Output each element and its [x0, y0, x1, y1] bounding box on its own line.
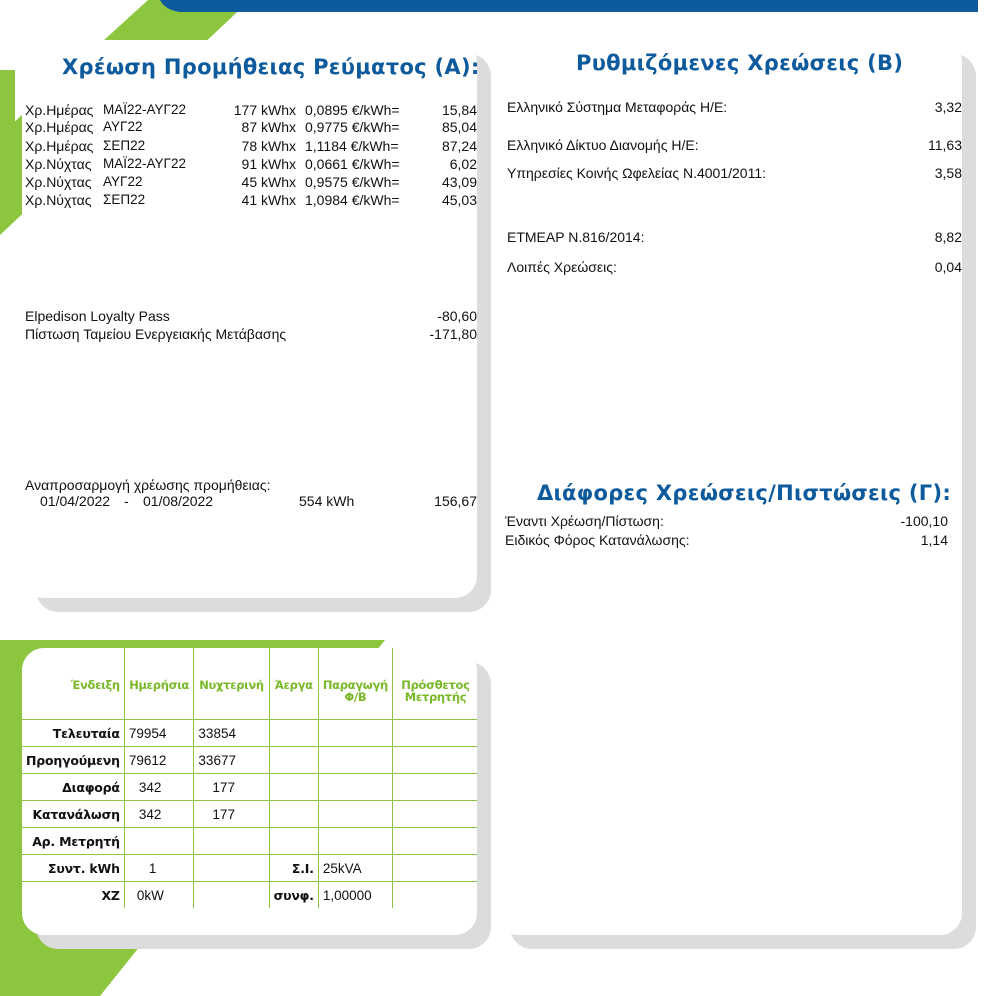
empty-cell	[318, 801, 392, 828]
header-pv: Παραγωγή Φ/Β	[318, 648, 392, 720]
charge-amount: 87,24	[441, 138, 477, 154]
c-row-label: Ειδικός Φόρος Κατανάλωσης:	[505, 532, 690, 548]
charge-label: Χρ.Νύχτας	[25, 156, 92, 172]
regulated-charge-label: Υπηρεσίες Κοινής Ωφελείας Ν.4001/2011:	[507, 165, 766, 181]
meter-row	[22, 747, 477, 774]
header-reading: Ένδειξη	[22, 648, 124, 720]
regulated-charge-label: ΕΤΜΕΑΡ Ν.816/2014:	[507, 229, 645, 245]
meter-day-value	[124, 828, 194, 855]
meter-row-label: Αρ. Μετρητή	[22, 828, 124, 855]
adjustment-from: 01/04/2022	[40, 493, 111, 509]
regulated-charge-amount: 0,04	[934, 259, 962, 275]
si-value: 25kVA	[318, 855, 392, 882]
empty-cell	[392, 801, 477, 828]
charge-label: Χρ.Νύχτας	[25, 174, 92, 190]
si-label: Σ.Ι.	[269, 855, 318, 882]
meter-row	[22, 855, 477, 882]
charge-amount: 45,03	[441, 192, 477, 208]
charge-amount: 6,02	[449, 156, 477, 172]
meter-row	[22, 774, 477, 801]
coeff-value: 1	[124, 855, 194, 882]
empty-cell	[194, 855, 269, 882]
meter-day-value: 342	[124, 774, 194, 801]
charge-kwh: 78 kWhx	[241, 138, 296, 154]
empty-cell	[318, 720, 392, 747]
meter-row-label: Προηγούμενη	[22, 747, 124, 774]
empty-cell	[194, 882, 269, 909]
charge-rate: 1,1184 €/kWh=	[305, 138, 399, 154]
meter-day-value: 79612	[124, 747, 194, 774]
cosphi-value: 1,00000	[318, 882, 392, 909]
charge-rate: 0,0661 €/kWh=	[305, 156, 400, 172]
regulated-charge-amount: 3,32	[934, 99, 962, 115]
charge-rate: 1,0984 €/kWh=	[305, 192, 400, 208]
empty-cell	[392, 774, 477, 801]
section-a-title: Χρέωση Προμήθειας Ρεύματος (Α):	[62, 55, 480, 79]
charge-amount: 85,04	[441, 119, 477, 135]
header-reactive: Άεργα	[269, 648, 318, 720]
charge-kwh: 45 kWhx	[241, 174, 296, 190]
adjustment-kwh: 554 kWh	[299, 493, 355, 509]
charge-period: ΣΕΠ22	[103, 192, 146, 207]
charge-rate: 0,9575 €/kWh=	[305, 174, 400, 190]
empty-cell	[392, 747, 477, 774]
loyalty-pass-label: Elpedison Loyalty Pass	[25, 308, 170, 324]
meter-night-value	[194, 828, 269, 855]
charge-label: Χρ.Νύχτας	[25, 192, 92, 208]
meter-night-value: 177	[194, 801, 269, 828]
meter-row-label: Διαφορά	[22, 774, 124, 801]
meter-row-label: Κατανάλωση	[22, 801, 124, 828]
meter-row	[22, 828, 477, 855]
meter-day-value: 342	[124, 801, 194, 828]
charge-rate: 0,9775 €/kWh=	[305, 119, 400, 135]
empty-cell	[269, 801, 318, 828]
charge-rate: 0,0895 €/kWh=	[305, 102, 400, 118]
charge-amount: 43,09	[441, 174, 477, 190]
cosphi-label: συνφ.	[269, 882, 318, 909]
adjustment-separator: -	[124, 493, 129, 509]
meter-row-label: Συντ. kWh	[22, 855, 124, 882]
meter-header-row	[22, 648, 477, 720]
charge-kwh: 91 kWhx	[241, 156, 296, 172]
empty-cell	[392, 855, 477, 882]
meter-row	[22, 720, 477, 747]
charge-period: ΑΥΓ22	[103, 119, 143, 134]
empty-cell	[392, 828, 477, 855]
adjustment-label: Αναπροσαρμογή χρέωσης προμήθειας:	[25, 477, 271, 493]
charge-label: Χρ.Ημέρας	[25, 119, 94, 135]
regulated-charge-amount: 8,82	[934, 229, 962, 245]
charge-label: Χρ.Ημέρας	[25, 138, 94, 154]
charge-period: ΜΑΪ22-ΑΥΓ22	[103, 102, 186, 117]
charge-amount: 15,84	[441, 102, 477, 118]
charge-period: ΑΥΓ22	[103, 174, 143, 189]
empty-cell	[392, 720, 477, 747]
regulated-charge-label: Ελληνικό Δίκτυο Διανομής Η/Ε:	[507, 137, 699, 153]
empty-cell	[318, 747, 392, 774]
meter-night-value: 33854	[194, 720, 269, 747]
transition-fund-amount: -171,80	[429, 326, 477, 342]
c-row-amount: -100,10	[900, 513, 948, 529]
empty-cell	[269, 747, 318, 774]
regulated-charge-amount: 11,63	[928, 137, 962, 153]
meter-table	[22, 648, 477, 908]
meter-day-value: 79954	[124, 720, 194, 747]
meter-row-label: ΧΖ	[22, 882, 124, 909]
empty-cell	[269, 720, 318, 747]
adjustment-to: 01/08/2022	[143, 493, 214, 509]
charge-kwh: 87 kWhx	[241, 119, 296, 135]
meter-table-wrap	[22, 648, 477, 935]
header-extra-meter: Πρόσθετος Μετρητής	[392, 648, 477, 720]
charge-period: ΣΕΠ22	[103, 138, 146, 153]
adjustment-amount: 156,67	[434, 493, 477, 509]
empty-cell	[269, 828, 318, 855]
charge-kwh: 177 kWhx	[233, 102, 296, 118]
regulated-charge-amount: 3,58	[934, 165, 962, 181]
empty-cell	[318, 774, 392, 801]
charge-label: Χρ.Ημέρας	[25, 102, 94, 118]
loyalty-pass-amount: -80,60	[437, 308, 477, 324]
charge-period: ΜΑΪ22-ΑΥΓ22	[103, 156, 186, 171]
charge-kwh: 41 kWhx	[241, 192, 296, 208]
empty-cell	[392, 882, 477, 909]
regulated-charge-label: Λοιπές Χρεώσεις:	[507, 259, 617, 275]
meter-row-label: Τελευταία	[22, 720, 124, 747]
regulated-charge-label: Ελληνικό Σύστημα Μεταφοράς Η/Ε:	[507, 99, 728, 115]
meter-night-value: 33677	[194, 747, 269, 774]
meter-row	[22, 801, 477, 828]
c-row-label: Έναντι Χρέωση/Πίστωση:	[505, 513, 664, 529]
meter-night-value: 177	[194, 774, 269, 801]
c-row-amount: 1,14	[920, 532, 948, 548]
empty-cell	[318, 828, 392, 855]
transition-fund-label: Πίστωση Ταμείου Ενεργειακής Μετάβασης	[25, 326, 287, 342]
empty-cell	[269, 774, 318, 801]
section-b-title: Ρυθμιζόμενες Χρεώσεις (Β)	[576, 51, 904, 75]
meter-row	[22, 882, 477, 909]
xz-value: 0kW	[124, 882, 194, 909]
section-c-title: Διάφορες Χρεώσεις/Πιστώσεις (Γ):	[537, 481, 952, 505]
header-day: Ημερήσια	[124, 648, 194, 720]
header-night: Νυχτερινή	[194, 648, 269, 720]
